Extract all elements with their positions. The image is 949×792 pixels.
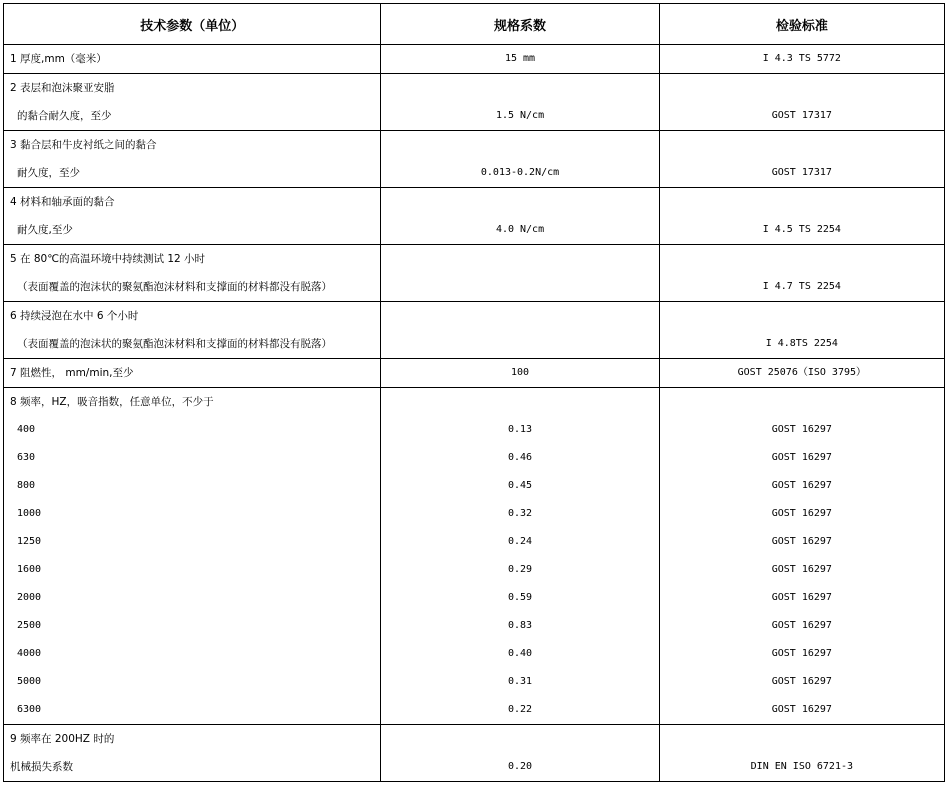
param-text: 9 频率在 200HZ 时的 bbox=[10, 733, 115, 745]
frequency-standard: GOST 16297 bbox=[771, 704, 832, 715]
frequency-value: 0.40 bbox=[507, 648, 533, 659]
frequency-standard: GOST 16297 bbox=[771, 648, 832, 659]
header-parameter: 技术参数（单位） bbox=[4, 4, 381, 45]
standard-cell bbox=[659, 359, 944, 388]
table-row bbox=[4, 302, 945, 359]
param-text: （表面覆盖的泡沫状的聚氨酯泡沫材料和支撑面的材料都没有脱落） bbox=[17, 338, 332, 350]
standard-text: GOST 25076（ISO 3795） bbox=[737, 367, 867, 378]
param-cell bbox=[4, 188, 381, 245]
value-text: 4.0 N/cm bbox=[495, 224, 545, 235]
table-row-frequencies bbox=[4, 388, 945, 725]
value-cell bbox=[381, 131, 659, 188]
frequency-item: 400 bbox=[17, 424, 36, 435]
header-row bbox=[4, 4, 945, 45]
param-text: 5 在 80℃的高温环境中持续测试 12 小时 bbox=[10, 253, 206, 265]
param-text: 耐久度，至少 bbox=[17, 167, 80, 179]
standard-cell bbox=[659, 131, 944, 188]
frequency-standard: GOST 16297 bbox=[771, 508, 832, 519]
frequency-standard: GOST 16297 bbox=[771, 480, 832, 491]
param-text: 2 表层和泡沫聚亚安脂 bbox=[10, 82, 115, 94]
value-text bbox=[381, 273, 658, 301]
value-cell bbox=[381, 45, 659, 74]
frequency-value: 0.24 bbox=[507, 536, 533, 547]
frequency-value: 0.31 bbox=[507, 676, 533, 687]
frequency-item: 630 bbox=[17, 452, 36, 463]
param-text: 的黏合耐久度，至少 bbox=[17, 110, 112, 122]
frequency-item: 2000 bbox=[17, 592, 42, 603]
standard-text: I 4.8TS 2254 bbox=[765, 338, 838, 349]
value-cell bbox=[381, 74, 659, 131]
param-cell bbox=[4, 725, 381, 782]
standard-text: DIN EN ISO 6721-3 bbox=[750, 761, 854, 772]
frequency-item: 1250 bbox=[17, 536, 42, 547]
param-cell bbox=[4, 74, 381, 131]
standard-text: GOST 17317 bbox=[771, 110, 832, 121]
frequency-item: 2500 bbox=[17, 620, 42, 631]
frequency-standard: GOST 16297 bbox=[771, 536, 832, 547]
param-text: 4 材料和轴承面的黏合 bbox=[10, 196, 115, 208]
frequency-value: 0.45 bbox=[507, 480, 533, 491]
frequency-standard: GOST 16297 bbox=[771, 676, 832, 687]
frequency-value: 0.59 bbox=[507, 592, 533, 603]
param-cell bbox=[4, 131, 381, 188]
frequency-standard: GOST 16297 bbox=[771, 452, 832, 463]
table-row bbox=[4, 188, 945, 245]
frequency-item: 4000 bbox=[17, 648, 42, 659]
standard-text: GOST 17317 bbox=[771, 167, 832, 178]
frequency-standard: GOST 16297 bbox=[771, 564, 832, 575]
frequency-standard: GOST 16297 bbox=[771, 592, 832, 603]
param-text: 机械损失系数 bbox=[10, 761, 73, 773]
param-cell bbox=[4, 359, 381, 388]
frequency-item: 800 bbox=[17, 480, 36, 491]
table-row bbox=[4, 245, 945, 302]
value-text: 15 mm bbox=[504, 53, 536, 64]
standard-cell bbox=[659, 725, 944, 782]
standard-cell bbox=[659, 74, 944, 131]
frequency-value: 0.32 bbox=[507, 508, 533, 519]
frequency-standard: GOST 16297 bbox=[771, 424, 832, 435]
param-text: 耐久度,至少 bbox=[17, 224, 73, 236]
table-row bbox=[4, 74, 945, 131]
frequency-value: 0.46 bbox=[507, 452, 533, 463]
standard-text: I 4.7 TS 2254 bbox=[762, 281, 841, 292]
value-text: 100 bbox=[511, 367, 530, 378]
frequency-standard: GOST 16297 bbox=[771, 620, 832, 631]
frequency-item: 1000 bbox=[17, 508, 42, 519]
standard-text: I 4.5 TS 2254 bbox=[762, 224, 841, 235]
param-text: 1 厚度,mm（毫米） bbox=[10, 53, 107, 65]
header-specification: 规格系数 bbox=[381, 4, 659, 45]
value-cell bbox=[381, 188, 659, 245]
param-text: （表面覆盖的泡沫状的聚氨酯泡沫材料和支撑面的材料都没有脱落） bbox=[17, 281, 332, 293]
value-text bbox=[381, 330, 658, 358]
standard-text: I 4.3 TS 5772 bbox=[762, 53, 841, 64]
frequency-item: 1600 bbox=[17, 564, 42, 575]
standard-cell bbox=[659, 388, 944, 725]
table-row bbox=[4, 359, 945, 388]
table-row bbox=[4, 45, 945, 74]
frequency-value: 0.29 bbox=[507, 564, 533, 575]
value-text: 0.013-0.2N/cm bbox=[480, 167, 560, 178]
param-text: 6 持续浸泡在水中 6 个小时 bbox=[10, 310, 139, 322]
frequency-item: 5000 bbox=[17, 676, 42, 687]
spec-table bbox=[3, 3, 945, 782]
frequency-value: 0.83 bbox=[507, 620, 533, 631]
param-cell bbox=[4, 388, 381, 725]
value-cell bbox=[381, 388, 659, 725]
value-text: 1.5 N/cm bbox=[495, 110, 545, 121]
param-cell bbox=[4, 245, 381, 302]
header-standard: 检验标准 bbox=[659, 4, 944, 45]
frequency-item: 6300 bbox=[17, 704, 42, 715]
param-text: 7 阻燃性， mm/min,至少 bbox=[10, 367, 134, 379]
standard-cell bbox=[659, 302, 944, 359]
standard-cell bbox=[659, 188, 944, 245]
standard-cell bbox=[659, 45, 944, 74]
table-row bbox=[4, 131, 945, 188]
standard-cell bbox=[659, 245, 944, 302]
value-cell bbox=[381, 302, 659, 359]
value-text: 0.20 bbox=[507, 761, 533, 772]
param-cell bbox=[4, 45, 381, 74]
param-text: 3 黏合层和牛皮衬纸之间的黏合 bbox=[10, 139, 157, 151]
value-cell bbox=[381, 245, 659, 302]
param-cell bbox=[4, 302, 381, 359]
frequency-value: 0.13 bbox=[507, 424, 533, 435]
value-cell bbox=[381, 359, 659, 388]
table-row bbox=[4, 725, 945, 782]
frequency-value: 0.22 bbox=[507, 704, 533, 715]
frequency-title: 8 频率，HZ，吸音指数，任意单位，不少于 bbox=[10, 396, 214, 408]
value-cell bbox=[381, 725, 659, 782]
